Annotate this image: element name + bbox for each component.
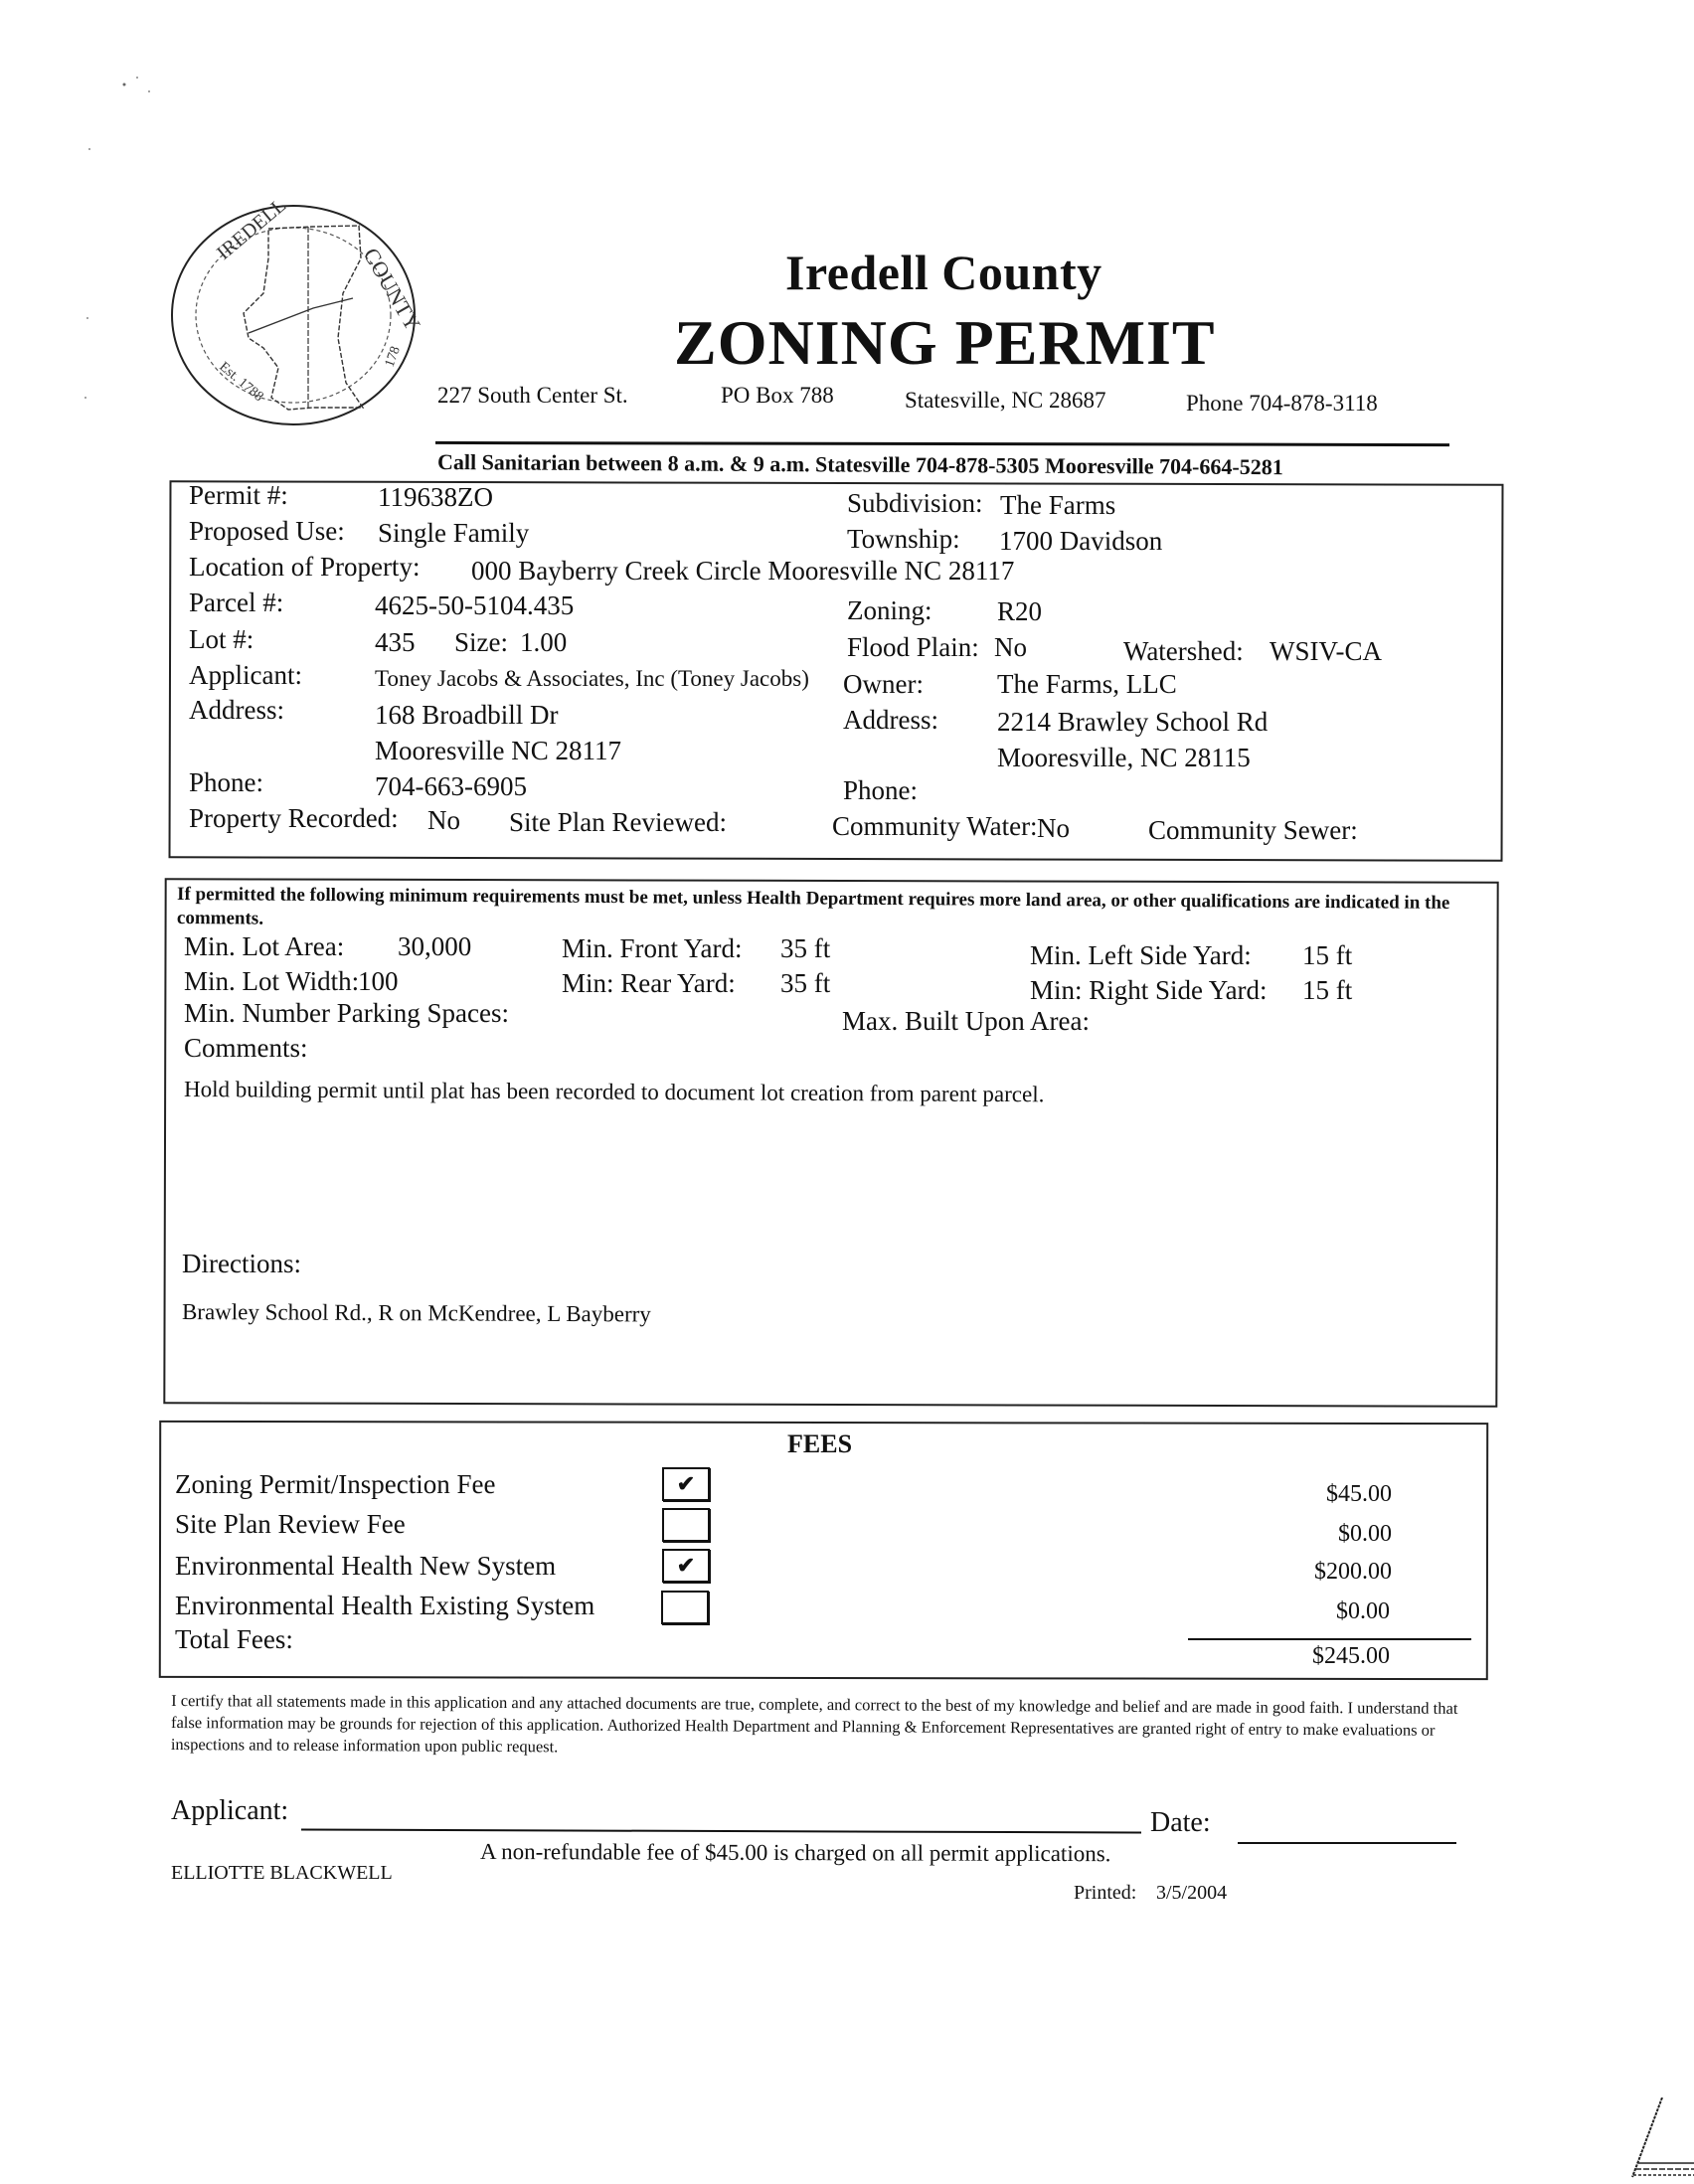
printed-date: 3/5/2004 <box>1156 1882 1228 1904</box>
parcel-label: Parcel #: <box>189 588 284 617</box>
min-right-side-value: 15 ft <box>1302 975 1353 1005</box>
min-lot-area-label: Min. Lot Area: <box>184 931 345 961</box>
flood-plain-label: Flood Plain: <box>847 632 979 662</box>
office-phone: Phone 704-878-3118 <box>1186 391 1378 416</box>
min-left-side-value: 15 ft <box>1302 940 1353 970</box>
proposed-use-value: Single Family <box>378 518 530 548</box>
permit-number-value: 119638ZO <box>378 482 493 512</box>
size-label: Size: <box>454 627 508 657</box>
applicant-signature-label: Applicant: <box>171 1795 289 1826</box>
fee-amount-site-plan: $0.00 <box>1338 1521 1392 1547</box>
clerk-name: ELLIOTTE BLACKWELL <box>171 1862 393 1884</box>
office-po-box: PO Box 788 <box>721 383 834 408</box>
date-label: Date: <box>1150 1807 1211 1838</box>
min-rear-yard-value: 35 ft <box>780 968 831 998</box>
min-right-side-label: Min: Right Side Yard: <box>1030 975 1268 1005</box>
county-seal-icon <box>164 199 427 432</box>
lot-value: 435 <box>375 627 416 657</box>
property-recorded-label: Property Recorded: <box>189 803 399 833</box>
svg-text:COUNTY: COUNTY <box>358 244 426 335</box>
site-plan-label: Site Plan Reviewed: <box>509 807 727 837</box>
fee-label-site-plan: Site Plan Review Fee <box>175 1509 406 1539</box>
property-recorded-value: No <box>427 805 460 835</box>
min-lot-area-value: 30,000 <box>398 931 472 961</box>
parking-spaces-label: Min. Number Parking Spaces: <box>184 998 509 1028</box>
owner-address-label: Address: <box>843 705 938 735</box>
owner-value: The Farms, LLC <box>997 669 1177 699</box>
county-name: Iredell County <box>785 245 1102 300</box>
zoning-label: Zoning: <box>847 595 932 625</box>
owner-label: Owner: <box>843 669 924 699</box>
fee-amount-env-new: $200.00 <box>1314 1559 1392 1585</box>
owner-address-line2: Mooresville, NC 28115 <box>997 743 1251 772</box>
township-value: 1700 Davidson <box>999 526 1163 556</box>
community-water-value: No <box>1037 813 1070 843</box>
total-fees-label: Total Fees: <box>175 1624 293 1654</box>
flood-plain-value: No <box>994 632 1027 662</box>
community-sewer-label: Community Sewer: <box>1148 815 1358 845</box>
location-label: Location of Property: <box>189 552 421 582</box>
owner-address-line1: 2214 Brawley School Rd <box>997 707 1269 737</box>
office-city: Statesville, NC 28687 <box>905 388 1106 413</box>
svg-text:IREDELL: IREDELL <box>213 199 291 264</box>
location-value: 000 Bayberry Creek Circle Mooresville NC 28117 <box>471 556 1015 586</box>
subdivision-label: Subdivision: <box>847 488 983 518</box>
svg-text:Est. 1788: Est. 1788 <box>216 359 266 406</box>
owner-phone-label: Phone: <box>843 775 919 805</box>
requirements-section <box>163 878 1498 1408</box>
total-fees-value: $245.00 <box>1312 1643 1390 1669</box>
fee-checkbox-zoning[interactable]: ✔ <box>662 1467 710 1501</box>
comments-label: Comments: <box>184 1033 308 1063</box>
fee-checkbox-site-plan[interactable] <box>662 1508 710 1542</box>
header-divider <box>435 441 1449 446</box>
fee-label-env-existing: Environmental Health Existing System <box>175 1591 595 1620</box>
applicant-address-line1: 168 Broadbill Dr <box>375 700 559 730</box>
requirements-intro: If permitted the following minimum requirements must be met, unless Health Department requires more land area, or other qualifications are indicated in the comments. <box>176 884 1450 929</box>
fee-label-zoning: Zoning Permit/Inspection Fee <box>175 1469 496 1499</box>
total-divider <box>1188 1638 1471 1640</box>
min-rear-yard-label: Min: Rear Yard: <box>562 968 736 998</box>
applicant-value: Toney Jacobs & Associates, Inc (Toney Jacobs) <box>375 666 809 691</box>
watershed-label: Watershed: <box>1123 636 1244 666</box>
min-front-yard-value: 35 ft <box>780 933 831 963</box>
applicant-signature-line[interactable] <box>301 1829 1141 1834</box>
fee-label-env-new: Environmental Health New System <box>175 1551 557 1581</box>
fee-amount-zoning: $45.00 <box>1326 1481 1392 1507</box>
min-front-yard-label: Min. Front Yard: <box>562 933 743 963</box>
applicant-label: Applicant: <box>189 660 302 690</box>
parcel-value: 4625-50-5104.435 <box>375 590 575 620</box>
svg-text:178: 178 <box>382 344 404 370</box>
permit-number-label: Permit #: <box>189 480 288 510</box>
zoning-value: R20 <box>997 596 1043 626</box>
fee-checkbox-env-new[interactable]: ✔ <box>662 1549 710 1583</box>
applicant-address-label: Address: <box>189 695 284 725</box>
scan-noise-decoration <box>80 70 199 487</box>
page-title: ZONING PERMIT <box>674 307 1216 378</box>
lot-label: Lot #: <box>189 624 254 654</box>
size-value: 1.00 <box>520 627 568 657</box>
fees-title: FEES <box>787 1429 853 1458</box>
printed-label: Printed: <box>1074 1882 1137 1904</box>
township-label: Township: <box>847 524 960 554</box>
office-street-address: 227 South Center St. <box>437 383 628 408</box>
fee-amount-env-existing: $0.00 <box>1336 1598 1390 1624</box>
proposed-use-label: Proposed Use: <box>189 516 345 546</box>
certification-text: I certify that all statements made in this application and any attached documents are true, complete, and correct to the best of my knowledge and belief and are made in good faith. I understand that false information may be grounds for rejection of this application. Authorized Health Department and Planning & Enforcement Representatives are granted right of entry to make evaluations or inspections and to release information upon public request. <box>170 1691 1458 1757</box>
sanitarian-note: Call Sanitarian between 8 a.m. & 9 a.m. Statesville 704-878-5305 Mooresville 704-664-5281 <box>436 449 1283 480</box>
comments-value: Hold building permit until plat has been recorded to document lot creation from parent parcel. <box>183 1077 1045 1107</box>
date-signature-line[interactable] <box>1238 1842 1456 1844</box>
watershed-value: WSIV-CA <box>1270 636 1383 666</box>
min-left-side-label: Min. Left Side Yard: <box>1030 940 1252 970</box>
directions-value: Brawley School Rd., R on McKendree, L Bayberry <box>181 1299 651 1327</box>
max-built-upon-label: Max. Built Upon Area: <box>842 1006 1090 1036</box>
scan-edge-mark-decoration <box>1620 2098 1694 2184</box>
applicant-phone-value: 704-663-6905 <box>375 771 527 801</box>
subdivision-value: The Farms <box>1000 490 1116 520</box>
applicant-phone-label: Phone: <box>189 767 264 797</box>
community-water-label: Community Water: <box>832 811 1038 841</box>
min-lot-width-label: Min. Lot Width: <box>184 966 360 996</box>
applicant-address-line2: Mooresville NC 28117 <box>375 736 621 765</box>
nonrefundable-fee-note: A non-refundable fee of $45.00 is charged on all permit applications. <box>479 1839 1111 1867</box>
fee-checkbox-env-existing[interactable] <box>661 1591 709 1624</box>
min-lot-width-value: 100 <box>358 966 399 996</box>
directions-label: Directions: <box>182 1249 301 1278</box>
